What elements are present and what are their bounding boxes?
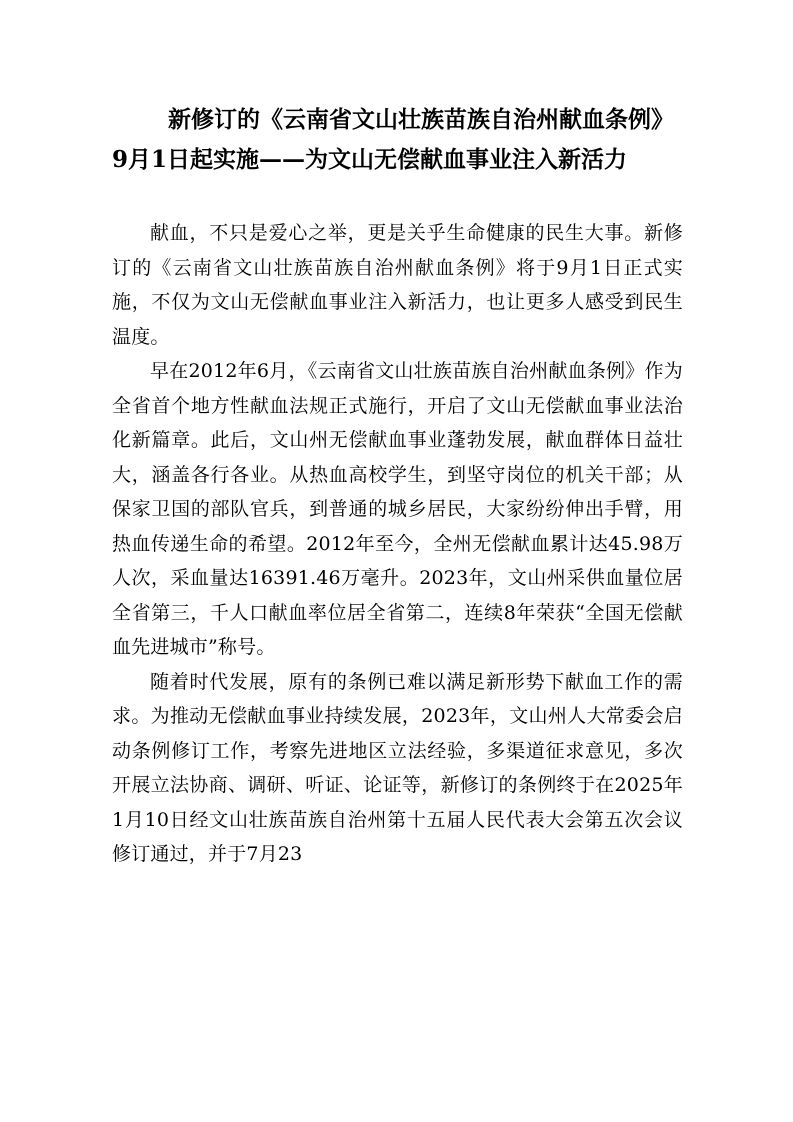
- paragraph-2: 早在2012年6月，《云南省文山壮族苗族自治州献血条例》作为全省首个地方性献血法规正式施行，开启了文山无偿献血事业法治化新篇章。此后，文山州无偿献血事业蓬勃发展，献血群体日益壮大，涵盖各行各业。从热血高校学生，到坚守岗位的机关干部；从保家卫国的部队官兵，到普通的城乡居民，大家纷纷伸出手臂，用热血传递生命的希望。2012年至今，全州无偿献血累计达45.98万人次，采血量达16391.46万毫升。2023年，文山州采供血量位居全省第三，千人口献血率位居全省第二，连续8年荣获“全国无偿献血先进城市”称号。: [112, 360, 683, 658]
- title-line-2: 9月1日起实施——为文山无偿献血事业注入新活力: [112, 146, 628, 173]
- paragraph-3: 随着时代发展，原有的条例已难以满足新形势下献血工作的需求。为推动无偿献血事业持续发展，2023年，文山州人大常委会启动条例修订工作，考察先进地区立法经验，多渠道征求意见，多次开展立法协商、调研、听证、论证等，新修订的条例终于在2025年1月10日经文山壮族苗族自治州第十五届人民代表大会第五次会议修订通过，并于7月23: [112, 670, 683, 865]
- article-title: [112, 100, 712, 180]
- paragraph-1: 献血，不只是爱心之举，更是关乎生命健康的民生大事。新修订的《云南省文山壮族苗族自治州献血条例》将于9月1日正式实施，不仅为文山无偿献血事业注入新活力，也让更多人感受到民生温度。: [112, 222, 683, 348]
- title-line-1: 新修订的《云南省文山壮族苗族自治州献血条例》: [168, 106, 674, 133]
- article-body: [112, 216, 683, 872]
